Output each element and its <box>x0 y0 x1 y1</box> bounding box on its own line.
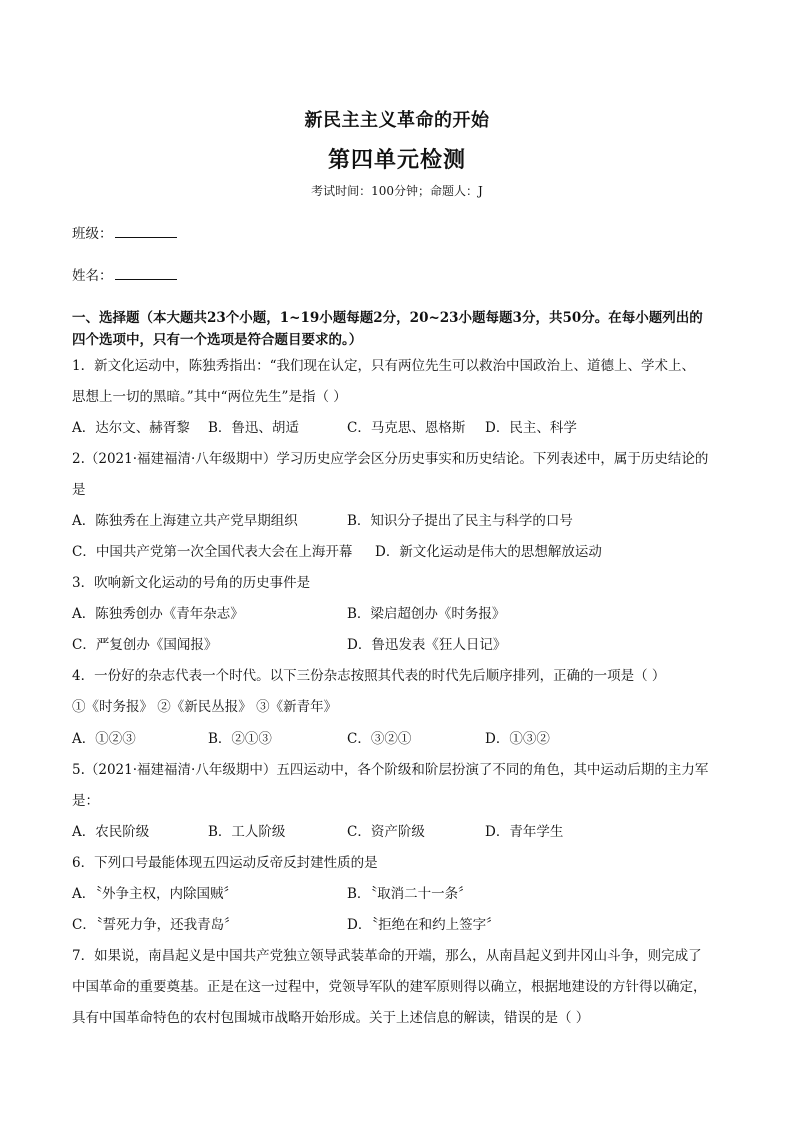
question-6-option-b: B．〝取消二十一条〞 <box>347 886 472 902</box>
question-5-option-a: A．农民阶级 <box>72 824 150 840</box>
question-6-option-d: D．〝拒绝在和约上签字〞 <box>347 917 500 933</box>
name-blank <box>115 267 177 280</box>
question-5-option-d: D．青年学生 <box>485 824 564 840</box>
question-7-line-1: 7．如果说，南昌起义是中国共产党独立领导武装革命的开端，那么，从南昌起义到井冈山斗争，则完成了 <box>72 948 702 964</box>
question-5-option-b: B．工人阶级 <box>208 824 286 840</box>
question-4-option-c: C．③②① <box>347 731 412 747</box>
question-6-option-c: C．〝誓死力争，还我青岛〞 <box>72 917 238 933</box>
question-3-option-a: A．陈独秀创办《青年杂志》 <box>72 606 244 622</box>
question-7-line-3: 具有中国革命特色的农村包围城市战略开始形成。关于上述信息的解读，错误的是（ ） <box>72 1010 590 1026</box>
name-label: 姓名： <box>72 268 113 284</box>
question-1-option-a: A．达尔文、赫胥黎 <box>72 420 190 436</box>
class-blank <box>115 225 177 238</box>
question-1-option-d: D．民主、科学 <box>485 420 577 436</box>
question-4-option-b: B．②①③ <box>208 731 272 747</box>
question-7-line-2: 中国革命的重要奠基。正是在这一过程中，党领导军队的建军原则得以确立，根据地建设的方针得以确定， <box>72 979 707 995</box>
page-subtitle: 第四单元检测 <box>327 148 466 173</box>
question-5-option-c: C．资产阶级 <box>347 824 425 840</box>
class-field <box>72 222 177 242</box>
question-3-option-c: C．严复创办《国闻报》 <box>72 637 218 653</box>
question-3-line-1: 3．吹响新文化运动的号角的历史事件是 <box>72 575 311 591</box>
section-heading-line-2: 四个选项中，只有一个选项是符合题目要求的。） <box>72 332 363 348</box>
question-1-option-c: C．马克思、恩格斯 <box>347 420 466 436</box>
question-2-option-a: A．陈独秀在上海建立共产党早期组织 <box>72 513 298 529</box>
question-4-option-d: D．①③② <box>485 731 550 747</box>
question-5-line-1: 5.（2021·福建福清·八年级期中）五四运动中，各个阶级和阶层扮演了不同的角色，其中运动后期的主力军 <box>72 762 709 778</box>
question-5-line-2: 是： <box>72 793 99 809</box>
question-2-option-b: B．知识分子提出了民主与科学的口号 <box>347 513 573 529</box>
question-4-option-a: A．①②③ <box>72 731 136 747</box>
question-6-option-a: A．〝外争主权，内除国贼〞 <box>72 886 237 902</box>
question-2-option-c: C．中国共产党第一次全国代表大会在上海开幕 <box>72 544 353 560</box>
question-2-line-2: 是 <box>72 482 86 498</box>
page-title: 新民主主义革命的开始 <box>304 110 490 131</box>
question-3-option-b: B．梁启超创办《时务报》 <box>347 606 506 622</box>
question-1-option-b: B．鲁迅、胡适 <box>208 420 299 436</box>
question-4-line-2: ①《时务报》 ②《新民丛报》 ③《新青年》 <box>72 699 338 715</box>
name-field <box>72 264 177 284</box>
class-label: 班级： <box>72 226 113 242</box>
section-heading-line-1: 一、选择题（本大题共23个小题，1~19小题每题2分，20~23小题每题3分，共50分。在每小题列出的 <box>72 310 703 326</box>
question-4-line-1: 4．一份好的杂志代表一个时代。以下三份杂志按照其代表的时代先后顺序排列，正确的一项是（ ） <box>72 668 666 684</box>
question-1-line-1: 1．新文化运动中，陈独秀指出：“我们现在认定，只有两位先生可以救治中国政治上、道德上、学术上、 <box>72 358 695 374</box>
question-3-option-d: D．鲁迅发表《狂人日记》 <box>347 637 507 653</box>
question-2-option-d: D．新文化运动是伟大的思想解放运动 <box>375 544 602 560</box>
exam-info: 考试时间：100分钟；命题人：J <box>311 184 483 198</box>
question-2-line-1: 2.（2021·福建福清·八年级期中）学习历史应学会区分历史事实和历史结论。下列表述中，属于历史结论的 <box>72 451 709 467</box>
question-6-line-1: 6．下列口号最能体现五四运动反帝反封建性质的是 <box>72 855 378 871</box>
question-1-line-2: 思想上一切的黑暗。”其中“两位先生”是指（ ） <box>72 389 347 405</box>
